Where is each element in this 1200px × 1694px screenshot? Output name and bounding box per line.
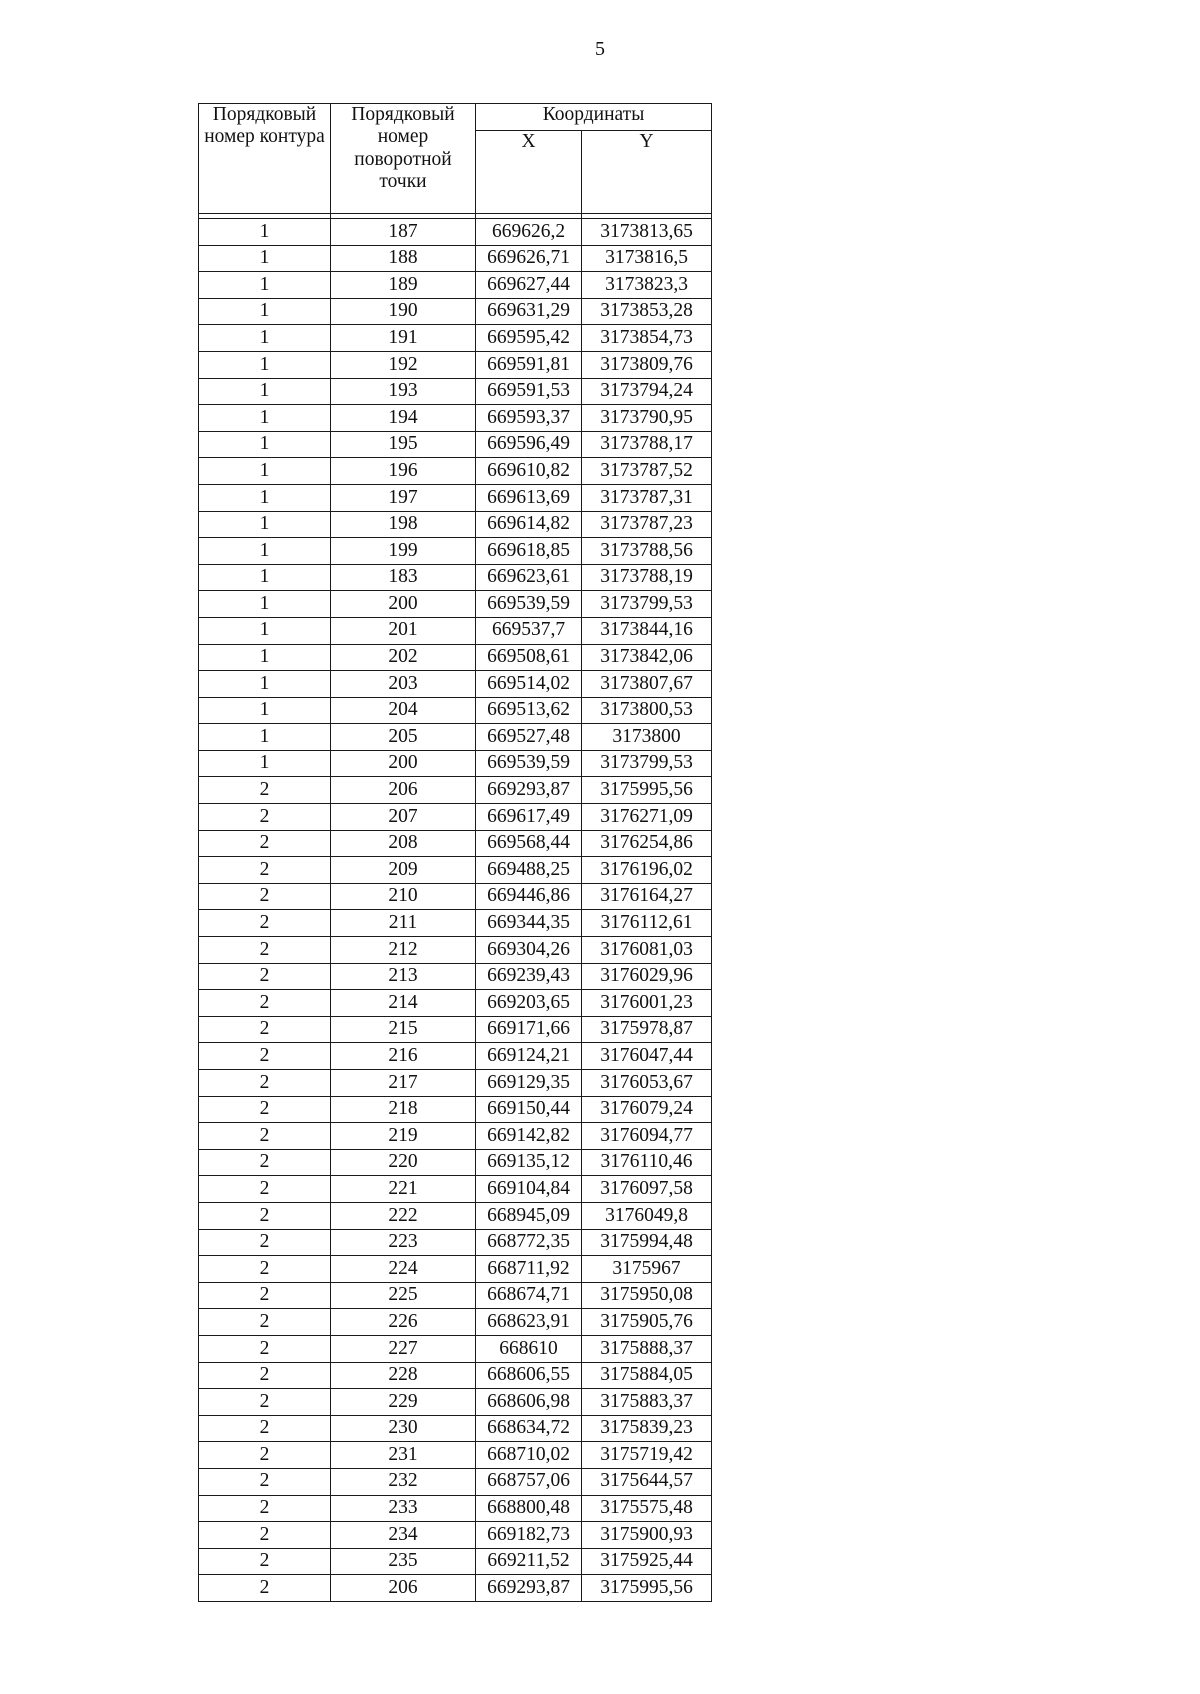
cell-x: 669488,25 — [476, 857, 582, 884]
cell-y: 3176097,58 — [582, 1176, 712, 1203]
cell-contour-number: 1 — [199, 644, 331, 671]
cell-point-number: 193 — [331, 378, 476, 405]
cell-x: 669129,35 — [476, 1070, 582, 1097]
cell-contour-number: 2 — [199, 1335, 331, 1362]
table-row — [199, 1575, 712, 1602]
cell-point-number: 189 — [331, 272, 476, 299]
table-row — [199, 484, 712, 511]
cell-x: 669135,12 — [476, 1149, 582, 1176]
cell-point-number: 191 — [331, 325, 476, 352]
cell-y: 3175884,05 — [582, 1362, 712, 1389]
cell-y: 3175978,87 — [582, 1016, 712, 1043]
cell-y: 3175995,56 — [582, 1575, 712, 1602]
cell-contour-number: 1 — [199, 272, 331, 299]
cell-contour-number: 1 — [199, 458, 331, 485]
cell-y: 3176047,44 — [582, 1043, 712, 1070]
table-row — [199, 804, 712, 831]
cell-y: 3173788,17 — [582, 431, 712, 458]
table-row — [199, 777, 712, 804]
cell-x: 669203,65 — [476, 990, 582, 1017]
cell-y: 3175905,76 — [582, 1309, 712, 1336]
cell-y: 3173787,52 — [582, 458, 712, 485]
cell-point-number: 204 — [331, 697, 476, 724]
cell-contour-number: 2 — [199, 1575, 331, 1602]
cell-y: 3175900,93 — [582, 1522, 712, 1549]
cell-y: 3176254,86 — [582, 830, 712, 857]
cell-y: 3173787,23 — [582, 511, 712, 538]
cell-contour-number: 2 — [199, 1442, 331, 1469]
table-row — [199, 697, 712, 724]
cell-y: 3176110,46 — [582, 1149, 712, 1176]
cell-x: 669508,61 — [476, 644, 582, 671]
table-row — [199, 378, 712, 405]
cell-point-number: 234 — [331, 1522, 476, 1549]
cell-contour-number: 2 — [199, 1256, 331, 1283]
cell-point-number: 203 — [331, 671, 476, 698]
cell-point-number: 231 — [331, 1442, 476, 1469]
cell-point-number: 201 — [331, 617, 476, 644]
cell-point-number: 196 — [331, 458, 476, 485]
table-row — [199, 1522, 712, 1549]
cell-x: 669171,66 — [476, 1016, 582, 1043]
cell-x: 668772,35 — [476, 1229, 582, 1256]
cell-x: 669124,21 — [476, 1043, 582, 1070]
cell-x: 669623,61 — [476, 564, 582, 591]
cell-y: 3175883,37 — [582, 1389, 712, 1416]
table-row — [199, 1442, 712, 1469]
table-row — [199, 325, 712, 352]
cell-y: 3176112,61 — [582, 910, 712, 937]
table-row — [199, 1016, 712, 1043]
cell-contour-number: 2 — [199, 1415, 331, 1442]
cell-x: 669539,59 — [476, 750, 582, 777]
cell-contour-number: 2 — [199, 1229, 331, 1256]
cell-x: 669617,49 — [476, 804, 582, 831]
cell-y: 3173816,5 — [582, 245, 712, 272]
table-row — [199, 1043, 712, 1070]
table-row — [199, 1282, 712, 1309]
cell-y: 3176079,24 — [582, 1096, 712, 1123]
cell-x: 669626,71 — [476, 245, 582, 272]
cell-x: 668623,91 — [476, 1309, 582, 1336]
cell-point-number: 205 — [331, 724, 476, 751]
cell-x: 669182,73 — [476, 1522, 582, 1549]
table-row — [199, 1415, 712, 1442]
cell-contour-number: 1 — [199, 671, 331, 698]
cell-x: 669514,02 — [476, 671, 582, 698]
cell-contour-number: 2 — [199, 1149, 331, 1176]
cell-point-number: 227 — [331, 1335, 476, 1362]
cell-point-number: 225 — [331, 1282, 476, 1309]
cell-y: 3173823,3 — [582, 272, 712, 299]
cell-y: 3173799,53 — [582, 591, 712, 618]
cell-point-number: 199 — [331, 538, 476, 565]
cell-x: 669513,62 — [476, 697, 582, 724]
cell-contour-number: 1 — [199, 617, 331, 644]
table-row — [199, 1362, 712, 1389]
cell-point-number: 192 — [331, 351, 476, 378]
cell-x: 669150,44 — [476, 1096, 582, 1123]
cell-contour-number: 2 — [199, 1123, 331, 1150]
cell-y: 3173813,65 — [582, 219, 712, 246]
cell-x: 669142,82 — [476, 1123, 582, 1150]
cell-point-number: 188 — [331, 245, 476, 272]
table-row — [199, 245, 712, 272]
cell-x: 668674,71 — [476, 1282, 582, 1309]
table-row — [199, 564, 712, 591]
table-row — [199, 298, 712, 325]
cell-x: 669613,69 — [476, 484, 582, 511]
cell-y: 3176081,03 — [582, 937, 712, 964]
cell-contour-number: 1 — [199, 298, 331, 325]
cell-x: 669344,35 — [476, 910, 582, 937]
table-row — [199, 1256, 712, 1283]
cell-contour-number: 1 — [199, 484, 331, 511]
cell-x: 669614,82 — [476, 511, 582, 538]
table-row — [199, 644, 712, 671]
cell-point-number: 221 — [331, 1176, 476, 1203]
cell-y: 3173842,06 — [582, 644, 712, 671]
cell-contour-number: 2 — [199, 830, 331, 857]
cell-point-number: 195 — [331, 431, 476, 458]
table-row — [199, 1176, 712, 1203]
table-row — [199, 1070, 712, 1097]
cell-x: 669591,53 — [476, 378, 582, 405]
table-row — [199, 830, 712, 857]
cell-contour-number: 1 — [199, 245, 331, 272]
coordinates-table — [198, 103, 712, 1602]
cell-point-number: 220 — [331, 1149, 476, 1176]
cell-x: 669104,84 — [476, 1176, 582, 1203]
table-row — [199, 1495, 712, 1522]
cell-contour-number: 2 — [199, 883, 331, 910]
table-row — [199, 883, 712, 910]
cell-point-number: 213 — [331, 963, 476, 990]
cell-point-number: 219 — [331, 1123, 476, 1150]
page-number: 5 — [595, 38, 605, 60]
cell-point-number: 206 — [331, 777, 476, 804]
cell-contour-number: 2 — [199, 910, 331, 937]
cell-point-number: 200 — [331, 750, 476, 777]
cell-point-number: 194 — [331, 405, 476, 432]
table-row — [199, 857, 712, 884]
table-row — [199, 1202, 712, 1229]
cell-y: 3175719,42 — [582, 1442, 712, 1469]
cell-x: 668800,48 — [476, 1495, 582, 1522]
cell-contour-number: 1 — [199, 538, 331, 565]
cell-point-number: 206 — [331, 1575, 476, 1602]
cell-point-number: 217 — [331, 1070, 476, 1097]
table-row — [199, 671, 712, 698]
table-row — [199, 1149, 712, 1176]
cell-point-number: 233 — [331, 1495, 476, 1522]
cell-y: 3173800,53 — [582, 697, 712, 724]
table-row — [199, 963, 712, 990]
cell-x: 668606,98 — [476, 1389, 582, 1416]
cell-contour-number: 2 — [199, 1389, 331, 1416]
cell-contour-number: 2 — [199, 1468, 331, 1495]
cell-y: 3175839,23 — [582, 1415, 712, 1442]
cell-point-number: 209 — [331, 857, 476, 884]
cell-y: 3173794,24 — [582, 378, 712, 405]
cell-contour-number: 1 — [199, 750, 331, 777]
cell-x: 669304,26 — [476, 937, 582, 964]
table-row — [199, 1309, 712, 1336]
cell-x: 669595,42 — [476, 325, 582, 352]
cell-y: 3173787,31 — [582, 484, 712, 511]
cell-contour-number: 1 — [199, 431, 331, 458]
header-x: X — [476, 131, 582, 214]
cell-contour-number: 1 — [199, 564, 331, 591]
cell-y: 3176094,77 — [582, 1123, 712, 1150]
cell-y: 3175967 — [582, 1256, 712, 1283]
cell-contour-number: 1 — [199, 591, 331, 618]
cell-x: 669618,85 — [476, 538, 582, 565]
cell-y: 3175888,37 — [582, 1335, 712, 1362]
cell-x: 668757,06 — [476, 1468, 582, 1495]
cell-point-number: 229 — [331, 1389, 476, 1416]
cell-contour-number: 2 — [199, 963, 331, 990]
cell-y: 3173800 — [582, 724, 712, 751]
cell-point-number: 200 — [331, 591, 476, 618]
cell-x: 669539,59 — [476, 591, 582, 618]
table-row — [199, 937, 712, 964]
cell-contour-number: 2 — [199, 990, 331, 1017]
table-row — [199, 617, 712, 644]
cell-y: 3175995,56 — [582, 777, 712, 804]
cell-contour-number: 2 — [199, 1362, 331, 1389]
cell-x: 669591,81 — [476, 351, 582, 378]
cell-point-number: 208 — [331, 830, 476, 857]
table-row — [199, 272, 712, 299]
cell-contour-number: 2 — [199, 804, 331, 831]
cell-contour-number: 1 — [199, 405, 331, 432]
table-row — [199, 1096, 712, 1123]
header-contour-number: Порядковый номер контура — [199, 104, 331, 214]
cell-point-number: 218 — [331, 1096, 476, 1123]
table-row — [199, 351, 712, 378]
cell-point-number: 230 — [331, 1415, 476, 1442]
cell-point-number: 228 — [331, 1362, 476, 1389]
cell-y: 3176029,96 — [582, 963, 712, 990]
cell-contour-number: 2 — [199, 1016, 331, 1043]
cell-x: 669293,87 — [476, 1575, 582, 1602]
cell-contour-number: 1 — [199, 511, 331, 538]
cell-y: 3176196,02 — [582, 857, 712, 884]
table-row — [199, 1123, 712, 1150]
table-row — [199, 1335, 712, 1362]
cell-x: 668711,92 — [476, 1256, 582, 1283]
table-row — [199, 990, 712, 1017]
cell-point-number: 216 — [331, 1043, 476, 1070]
table-row — [199, 405, 712, 432]
cell-x: 669627,44 — [476, 272, 582, 299]
table-row — [199, 591, 712, 618]
cell-contour-number: 1 — [199, 219, 331, 246]
table-row — [199, 219, 712, 246]
cell-y: 3175575,48 — [582, 1495, 712, 1522]
table-row — [199, 724, 712, 751]
cell-y: 3175925,44 — [582, 1548, 712, 1575]
table-row — [199, 1468, 712, 1495]
table-row — [199, 511, 712, 538]
cell-x: 669527,48 — [476, 724, 582, 751]
cell-y: 3176271,09 — [582, 804, 712, 831]
cell-y: 3173807,67 — [582, 671, 712, 698]
cell-point-number: 232 — [331, 1468, 476, 1495]
cell-x: 668945,09 — [476, 1202, 582, 1229]
cell-x: 669568,44 — [476, 830, 582, 857]
cell-contour-number: 1 — [199, 378, 331, 405]
cell-contour-number: 1 — [199, 724, 331, 751]
cell-x: 669631,29 — [476, 298, 582, 325]
cell-y: 3175644,57 — [582, 1468, 712, 1495]
cell-y: 3175994,48 — [582, 1229, 712, 1256]
cell-contour-number: 2 — [199, 857, 331, 884]
table-row — [199, 458, 712, 485]
cell-y: 3173853,28 — [582, 298, 712, 325]
cell-contour-number: 2 — [199, 1070, 331, 1097]
header-point-number: Порядковый номер поворотной точки — [331, 104, 476, 214]
cell-x: 669610,82 — [476, 458, 582, 485]
cell-contour-number: 2 — [199, 937, 331, 964]
cell-point-number: 215 — [331, 1016, 476, 1043]
cell-x: 668634,72 — [476, 1415, 582, 1442]
cell-contour-number: 2 — [199, 1548, 331, 1575]
cell-point-number: 214 — [331, 990, 476, 1017]
table-row — [199, 1548, 712, 1575]
cell-point-number: 198 — [331, 511, 476, 538]
cell-y: 3173809,76 — [582, 351, 712, 378]
table-row — [199, 1229, 712, 1256]
cell-x: 669446,86 — [476, 883, 582, 910]
cell-y: 3173844,16 — [582, 617, 712, 644]
cell-y: 3173788,56 — [582, 538, 712, 565]
cell-y: 3173790,95 — [582, 405, 712, 432]
cell-x: 669293,87 — [476, 777, 582, 804]
cell-x: 669626,2 — [476, 219, 582, 246]
table-row — [199, 750, 712, 777]
cell-y: 3176001,23 — [582, 990, 712, 1017]
cell-contour-number: 1 — [199, 325, 331, 352]
cell-x: 669239,43 — [476, 963, 582, 990]
cell-contour-number: 1 — [199, 697, 331, 724]
header-coordinates: Координаты — [476, 104, 712, 131]
cell-contour-number: 2 — [199, 1309, 331, 1336]
cell-point-number: 222 — [331, 1202, 476, 1229]
cell-contour-number: 2 — [199, 1495, 331, 1522]
cell-point-number: 226 — [331, 1309, 476, 1336]
cell-point-number: 190 — [331, 298, 476, 325]
cell-point-number: 207 — [331, 804, 476, 831]
cell-point-number: 224 — [331, 1256, 476, 1283]
cell-x: 669537,7 — [476, 617, 582, 644]
cell-point-number: 223 — [331, 1229, 476, 1256]
cell-contour-number: 2 — [199, 1202, 331, 1229]
cell-point-number: 212 — [331, 937, 476, 964]
cell-x: 669596,49 — [476, 431, 582, 458]
cell-contour-number: 2 — [199, 1522, 331, 1549]
cell-x: 669211,52 — [476, 1548, 582, 1575]
cell-point-number: 210 — [331, 883, 476, 910]
cell-y: 3176049,8 — [582, 1202, 712, 1229]
cell-y: 3173854,73 — [582, 325, 712, 352]
header-y: Y — [582, 131, 712, 214]
cell-y: 3176164,27 — [582, 883, 712, 910]
cell-y: 3173788,19 — [582, 564, 712, 591]
cell-contour-number: 2 — [199, 1043, 331, 1070]
cell-point-number: 211 — [331, 910, 476, 937]
cell-y: 3173799,53 — [582, 750, 712, 777]
cell-point-number: 183 — [331, 564, 476, 591]
table-row — [199, 431, 712, 458]
cell-contour-number: 2 — [199, 1096, 331, 1123]
cell-x: 668606,55 — [476, 1362, 582, 1389]
cell-x: 668710,02 — [476, 1442, 582, 1469]
table-row — [199, 538, 712, 565]
cell-x: 668610 — [476, 1335, 582, 1362]
cell-contour-number: 2 — [199, 777, 331, 804]
cell-contour-number: 2 — [199, 1282, 331, 1309]
cell-x: 669593,37 — [476, 405, 582, 432]
table-row — [199, 910, 712, 937]
cell-point-number: 187 — [331, 219, 476, 246]
cell-point-number: 235 — [331, 1548, 476, 1575]
table-row — [199, 1389, 712, 1416]
cell-point-number: 197 — [331, 484, 476, 511]
cell-contour-number: 2 — [199, 1176, 331, 1203]
cell-point-number: 202 — [331, 644, 476, 671]
cell-contour-number: 1 — [199, 351, 331, 378]
cell-y: 3175950,08 — [582, 1282, 712, 1309]
cell-y: 3176053,67 — [582, 1070, 712, 1097]
